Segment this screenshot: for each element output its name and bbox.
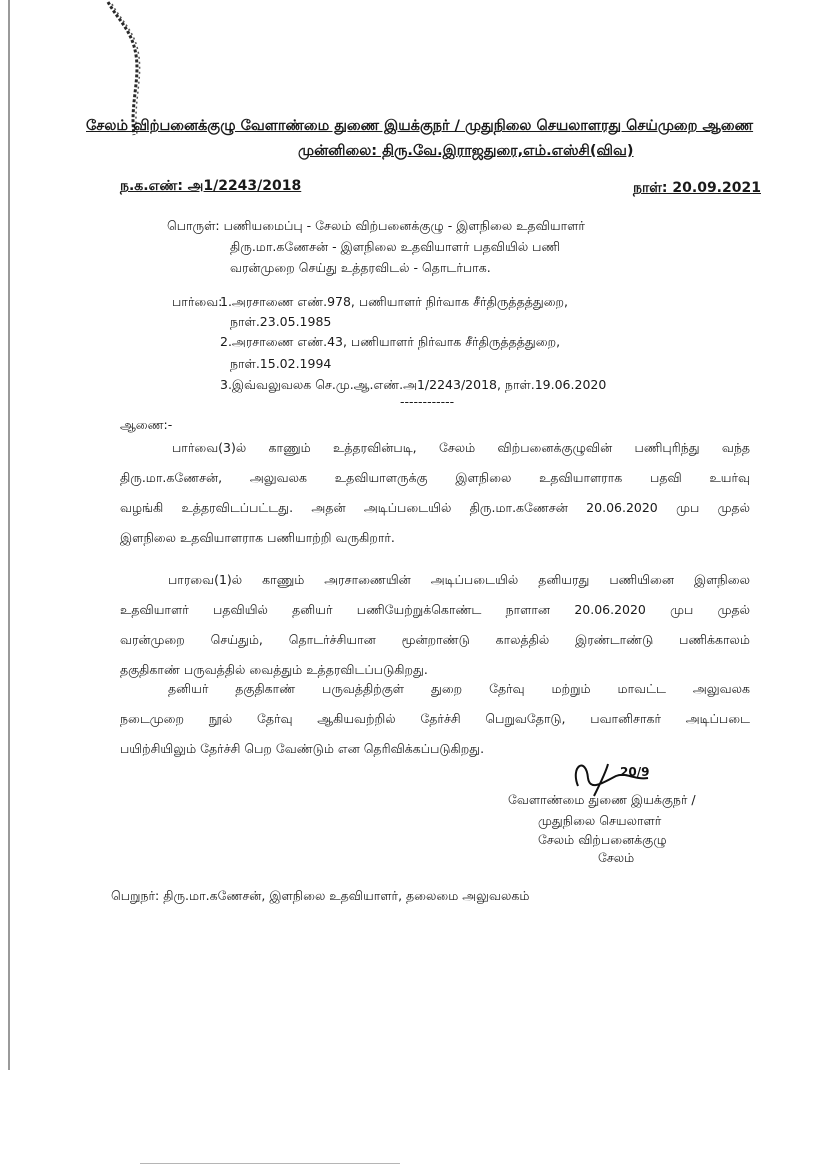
paragraph-3-line-3: பயிற்சியிலும் தேர்ச்சி பெற வேண்டும் என தெரிவிக்கப்படுகிறது. [120,741,485,756]
scan-left-edge [8,0,10,1070]
order-label: ஆணை:- [120,417,173,432]
signatory-title-1: வேளாண்மை துணை இயக்குநர் / [508,792,696,807]
signatory-title-3: சேலம் விற்பனைக்குழு [538,832,667,847]
paragraph-1-line-1: பார்வை(3)ல் காணும் உத்தரவின்படி, சேலம் விற்பனைக்குழுவின் பணிபுரிந்து வந்த [172,440,750,455]
recipient: பெறுநர்: திரு.மா.கணேசன், இளநிலை உதவியாளர், தலைமை அலுவலகம் [111,888,530,903]
reference-2-date: நாள்.15.02.1994 [230,356,332,371]
presiding-officer: முன்னிலை: திரு.வே.இராஜதுரை,எம்.எஸ்சி(விவ) [298,143,634,159]
paragraph-2-line-2: உதவியாளர் பதவியில் தனியர் பணியேற்றுக்கொண்ட நாளான 20.06.2020 முப முதல் [120,602,750,617]
paragraph-3 [120,674,750,764]
scan-bottom-edge [140,1163,400,1164]
paragraph-1-line-2: திரு.மா.கணேசன், அலுவலக உதவியாளருக்கு இளநிலை உதவியாளராக பதவி உயர்வு [120,470,750,485]
subject-line-1: பொருள்: பணியமைப்பு - சேலம் விற்பனைக்குழு - இளநிலை உதவியாளர் [167,218,585,233]
paragraph-2-line-3: வரன்முறை செய்தும், தொடர்ச்சியான மூன்றாண்டு காலத்தில் இரண்டாண்டு பணிக்காலம் [120,632,750,647]
divider: ------------ [400,394,455,409]
paragraph-2-line-4: தகுதிகாண் பருவத்தில் வைத்தும் உத்தரவிடப்படுகிறது. [120,662,428,677]
signatory-title-2: முதுநிலை செயலாளர் [538,813,662,828]
signature-date: 20/9 [620,765,650,779]
subject-line-3: வரன்முறை செய்து உத்தரவிடல் - தொடர்பாக. [230,260,491,275]
reference-3: 3.இவ்வலுவலக செ.மு.ஆ.எண்.அ1/2243/2018, நாள்.19.06.2020 [220,377,607,392]
subject-line-2: திரு.மா.கணேசன் - இளநிலை உதவியாளர் பதவியில் பணி [230,239,561,254]
paragraph-2 [120,565,750,685]
paragraph-1-line-3: வழங்கி உத்தரவிடப்பட்டது. அதன் அடிப்படையில் திரு.மா.கணேசன் 20.06.2020 முப முதல் [120,500,750,515]
signatory-title-4: சேலம் [598,850,635,865]
paragraph-3-line-2: நடைமுறை நூல் தேர்வு ஆகியவற்றில் தேர்ச்சி பெறுவதோடு, பவானிசாகர் அடிப்படை [120,711,750,726]
paragraph-1 [120,433,750,553]
paragraph-1-line-4: இளநிலை உதவியாளராக பணியாற்றி வருகிறார். [120,530,395,545]
order-date: நாள்: 20.09.2021 [633,180,761,196]
paragraph-2-line-1: பாரவை(1)ல் காணும் அரசாணையின் அடிப்படையில் தனியரது பணியினை இளநிலை [168,572,750,587]
reference-1-date: நாள்.23.05.1985 [230,314,332,329]
reference-2: 2.அரசாணை எண்.43, பணியாளர் நிர்வாக சீர்திருத்தத்துறை, [220,334,561,349]
file-number: ந.க.எண்: அ1/2243/2018 [120,178,302,194]
reference-1: 1.அரசாணை எண்.978, பணியாளர் நிர்வாக சீர்திருத்தத்துறை, [220,294,568,309]
paragraph-3-line-1: தனியர் தகுதிகாண் பருவத்திற்குள் துறை தேர்வு மற்றும் மாவட்ட அலுவலக [168,681,750,696]
references-label: பார்வை: [172,294,223,309]
document-heading: சேலம் விற்பனைக்குழு வேளாண்மை துணை இயக்குநர் / முதுநிலை செயலாளரது செய்முறை ஆணை [86,118,754,134]
